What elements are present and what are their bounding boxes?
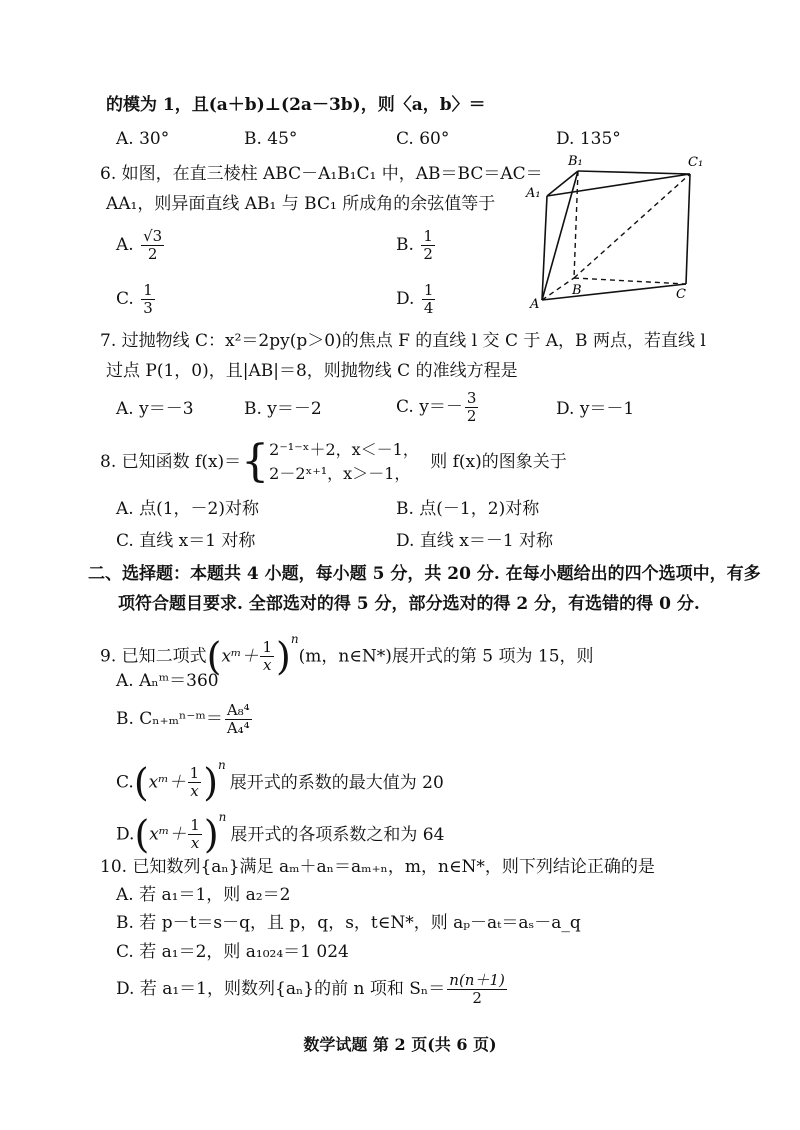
q5-option-d: D. 135° [556, 129, 621, 149]
q10-option-c: C. 若 a₁＝2，则 a₁₀₂₄＝1 024 [116, 942, 349, 962]
q7-option-a: A. y＝－3 [116, 399, 194, 419]
q5-line: 的模为 1，且(a＋b)⊥(2a－3b)，则〈a，b〉＝ [106, 95, 486, 115]
label-c1: C₁ [688, 155, 704, 170]
q7-line2: 过点 P(1，0)，且|AB|＝8，则抛物线 C 的准线方程是 [106, 361, 518, 381]
edge-a-c [542, 284, 686, 300]
edge-b1-b-hidden [574, 171, 578, 278]
q8-option-c: C. 直线 x＝1 对称 [116, 531, 256, 551]
segment-ab1 [542, 171, 578, 300]
q10-stem: 10. 已知数列{aₙ}满足 aₘ＋aₙ＝aₘ₊ₙ，m，n∈N*，则下列结论正确的是 [100, 857, 655, 877]
q7-option-d: D. y＝－1 [556, 399, 635, 419]
q10-option-b: B. 若 p－t＝s－q，且 p，q，s，t∈N*，则 aₚ－aₜ＝aₛ－a_q [116, 913, 581, 933]
label-a: A [530, 297, 540, 310]
q9-option-d: D.(xᵐ＋ $\frac{1}{x}$ )$^n$展开式的各项系数之和为 64 [116, 810, 445, 857]
q8-option-d: D. 直线 x＝－1 对称 [396, 531, 554, 551]
q6-line1: 6. 如图，在直三棱柱 ABC－A₁B₁C₁ 中，AB＝BC＝AC＝ [100, 164, 543, 184]
q8-piece2: 2－2ˣ⁺¹，x＞－1， [269, 464, 411, 483]
section2-line2: 项符合题目要求. 全部选对的得 5 分，部分选对的得 2 分，有选错的得 0 分. [118, 594, 700, 614]
q7-line1: 7. 过抛物线 C：x²＝2py(p＞0)的焦点 F 的直线 l 交 C 于 A，B 两点，若直线 l [100, 331, 706, 351]
q7-option-b: B. y＝－2 [244, 399, 322, 419]
q8-stem: 8. 已知函数 f(x)＝{ 2⁻¹⁻ˣ＋2，x＜－1， 2－2ˣ⁺¹，x＞－1， 则 f(x)的图象关于 [100, 436, 567, 487]
label-b: B [572, 283, 582, 298]
q9-option-a: A. Aₙᵐ＝360 [116, 671, 219, 691]
q10-option-a: A. 若 a₁＝1，则 a₂＝2 [116, 885, 291, 905]
label-c: C [676, 287, 686, 302]
edge-b1-c1 [578, 171, 690, 174]
prism-figure [520, 150, 720, 310]
label-a1: A₁ [526, 186, 541, 201]
q10-option-d: D. 若 a₁＝1，则数列{aₙ}的前 n 项和 Sₙ＝ $\frac{n(n+1)}{2}$ [116, 971, 505, 1007]
q6-line2: AA₁，则异面直线 AB₁ 与 BC₁ 所成角的余弦值等于 [106, 194, 496, 214]
q6-option-b: B. $\frac{1}{2}$ [396, 227, 433, 263]
section2-line1: 二、选择题：本题共 4 小题，每小题 5 分，共 20 分. 在每小题给出的四个选项中，有多 [88, 564, 761, 584]
q6-option-d: D. $\frac{1}{4}$ [396, 281, 434, 317]
q6-option-a: A. $\frac{√3}{2}$ [116, 227, 163, 263]
q6-option-c: C. $\frac{1}{3}$ [116, 281, 153, 317]
q8-option-a: A. 点(1，－2)对称 [116, 499, 259, 519]
q5-option-b: B. 45° [244, 129, 298, 149]
label-b1: B₁ [568, 154, 583, 169]
q5-option-c: C. 60° [396, 129, 450, 149]
q7-option-c: C. y＝－ $\frac{3}{2}$ [396, 389, 477, 425]
q9-stem: 9. 已知二项式(xᵐ＋ $\frac{1}{x}$ )$^n$(m，n∈N*)展开式的第 5 项为 15，则 [100, 632, 594, 679]
q9-option-c: C.(xᵐ＋ $\frac{1}{x}$ )$^n$展开式的系数的最大值为 20 [116, 758, 444, 805]
edge-b-c-hidden [574, 278, 686, 284]
q8-piece1: 2⁻¹⁻ˣ＋2，x＜－1， [269, 440, 419, 459]
q8-option-b: B. 点(－1，2)对称 [396, 499, 540, 519]
page-footer: 数学试题 第 2 页(共 6 页) [303, 1035, 497, 1054]
q5-option-a: A. 30° [116, 129, 170, 149]
edge-c1-c [686, 174, 690, 284]
q9-option-b: B. Cₙ₊ₘⁿ⁻ᵐ＝ $\frac{\text{A₈⁴}}{\text{A₄⁴}}$ [116, 701, 250, 737]
